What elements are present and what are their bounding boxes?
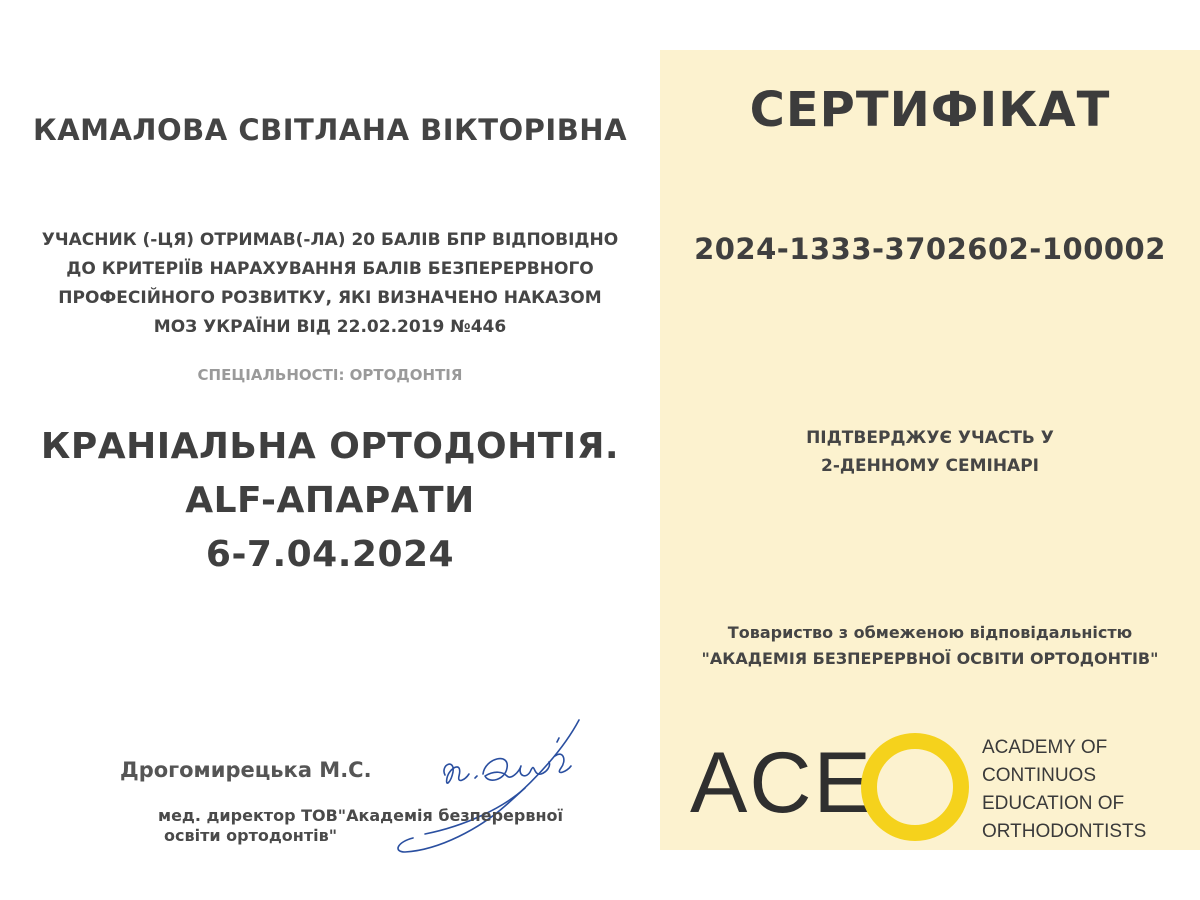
course-name-line2: ALF-АПАРАТИ [185,480,475,521]
criteria-line: ПРОФЕСІЙНОГО РОЗВИТКУ, ЯКІ ВИЗНАЧЕНО НАКАЗОМ [58,288,602,308]
confirm-line1: ПІДТВЕРДЖУЄ УЧАСТЬ У [806,428,1054,448]
organization-name [660,620,1200,672]
signer-role [158,806,648,846]
signer-role-line2: освіти ортодонтів" [164,826,338,845]
logo-text-line: ACADEMY OF [982,737,1108,758]
certificate-number: 2024-1333-3702602-100002 [694,232,1166,266]
course-name-line1: КРАНІАЛЬНА ОРТОДОНТІЯ. [40,426,620,467]
course-dates: 6-7.04.2024 [205,534,455,575]
logo-text-line: CONTINUOS [982,765,1096,786]
logo-text-line: ORTHODONTISTS [982,821,1147,842]
org-line1: Товариство з обмеженою відповідальністю [727,623,1133,642]
ace-logo-ring-icon [860,732,970,842]
criteria-line: УЧАСНИК (-ЦЯ) ОТРИМАВ(-ЛА) 20 БАЛІВ БПР ВІДПОВІДНО [41,230,619,250]
recipient-name: КАМАЛОВА СВІТЛАНА ВІКТОРІВНА [32,113,628,147]
course-title [10,420,650,582]
criteria-line: МОЗ УКРАЇНИ ВІД 22.02.2019 №446 [153,317,507,337]
specialty: СПЕЦІАЛЬНОСТІ: ОРТОДОНТІЯ [197,366,463,384]
criteria-line: ДО КРИТЕРІЇВ НАРАХУВАННЯ БАЛІВ БЕЗПЕРЕРВНОГО [66,259,594,279]
criteria-text [20,226,640,342]
org-line2: "АКАДЕМІЯ БЕЗПЕРЕРВНОЇ ОСВІТИ ОРТОДОНТІВ" [701,649,1159,668]
signer-role-line1: мед. директор ТОВ"Академія безперервної [158,806,563,825]
ace-logo-mark: ACE [690,735,873,831]
confirm-line2: 2-ДЕННОМУ СЕМІНАРІ [821,456,1039,476]
signer-name: Дрогомирецька М.С. [120,758,372,782]
participation-confirmation [660,424,1200,480]
certificate-title: СЕРТИФІКАТ [749,82,1111,138]
logo-text-line: EDUCATION OF [982,793,1125,814]
ace-logo-text [982,734,1146,846]
